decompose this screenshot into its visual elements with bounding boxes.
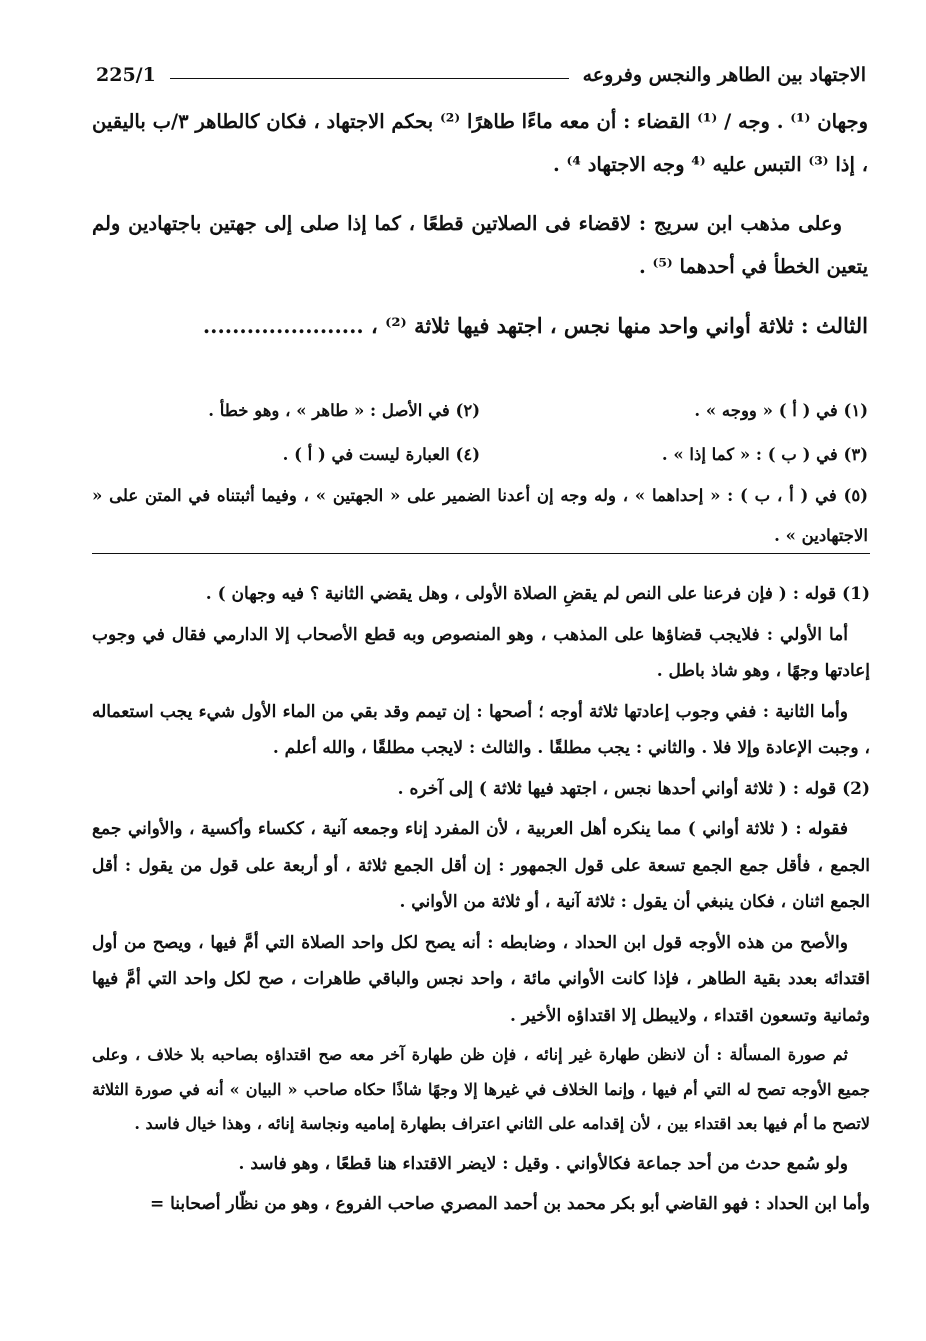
header-rule: [170, 78, 569, 79]
footnote-5: (٥) في ( أ ، ب ) : « إحداهما » ، وله وجه إن أعدنا الضمير على « الجهتين » ، وفيما أثبتناه في المتن على « الاجتهادين » .: [92, 486, 868, 545]
commentary-paragraph: أما الأولي : فلايجب قضاؤها على المذهب ، وهو المنصوص وبه قطع الأصحاب إلا الدارمي فقال في وجوب إعادتها وجهًا ، وهو شاذ باطل .: [92, 624, 870, 681]
commentary-paragraph: فقوله : ( ثلاثة أواني ) مما ينكره أهل العربية ، لأن المفرد إناء وجمعه آنية ، ككساء وأكسية ، والأواني جمع الجمع ، فأقل جمع الجمع تسعة على قول الجمهور : إن أقل الجمع ثلاثة ، أو أربعة على قول من يقول : أقل الجمع اثنان ، فكان ينبغي أن يقول : ثلاثة آنية ، أو ثلاثة من الأواني .: [92, 819, 870, 912]
footnote-1: (١) في ( أ ) « ووجه » .: [694, 400, 868, 420]
chapter-title: الاجتهاد بين الطاهر والنجس وفروعه: [582, 64, 866, 86]
commentary-paragraph: وأما الثانية : ففي وجوب إعادتها ثلاثة أوجه ؛ أصحها : إن تيمم وقد بقي من الماء الأول شيء يجب استعماله ، وجبت الإعادة وإلا فلا . والثاني : يجب مطلقًا . والثالث : لايجب مطلقًا ، والله أعلم .: [92, 701, 870, 758]
footnote-row: [92, 388, 868, 432]
page-number: 225/1: [96, 64, 156, 86]
section-heading: [92, 304, 868, 348]
commentary-note-1: (1) قوله : ( فإن فرعنا على النص لم يقضِ الصلاة الأولى ، وهل يقضي الثانية ؟ فيه وجهان ) .: [205, 584, 870, 604]
footnote-2: (٢) في الأصل : « طاهر » ، وهو خطأ .: [208, 400, 480, 420]
commentary-paragraph: ولو سُمع حدث من أحد جماعة فكالأواني . وقيل : لايضر الاقتداء هنا قطعًا ، وهو فاسد .: [238, 1153, 848, 1174]
footnote-3: (٣) في ( ب ) : « كما إذا » .: [661, 444, 868, 464]
main-paragraph-1: وجهان ⁽¹⁾ . وجه / ⁽¹⁾ القضاء : أن معه ماءًا طاهرًا ⁽²⁾ بحكم الاجتهاد ، فكان كالطاهر ٣/ب باليقين ، إذا ⁽³⁾ التبس عليه ⁽⁴ وجه الاجتهاد ⁴⁾ .: [92, 110, 868, 176]
commentary: [92, 576, 870, 1223]
section-heading-text: : ثلاثة أواني واحد منها نجس ، اجتهد فيها ثلاثة ⁽²⁾ ، ......................: [202, 313, 816, 338]
section-heading-label: الثالث: [816, 313, 868, 338]
footnote-4: (٤) العبارة ليست في ( أ ) .: [282, 444, 480, 464]
footnotes: [92, 388, 868, 556]
commentary-paragraph: ثم صورة المسألة : أن لانظن طهارة غير إنائه ، فإن ظن طهارة آخر معه صح اقتداؤه بصاحبه بلا خلاف ، وعلى جميع الأوجه تصح له التي أم فيها ، وإنما الخلاف في غيرها إلا وجهًا شاذًا حكاه صاحب « البيان » أنه في صورة الثلاثة لاتصح ما أم فيها بعد اقتداء بين ، لأن إقدامه على الثاني اعتراف بطهارة إماميه ونجاسة إنائه ، وهذا خيال فاسد .: [92, 1045, 870, 1133]
main-text: [92, 100, 868, 348]
commentary-note-2: (2) قوله : ( ثلاثة أواني أحدها نجس ، اجتهد فيها ثلاثة ) إلى آخره .: [397, 778, 870, 799]
footnote-divider: [92, 553, 870, 554]
commentary-paragraph: والأصح من هذه الأوجه قول ابن الحداد ، وضابطه : أنه يصح لكل واحد الصلاة التي أمَّ فيها ، ويصح من أول اقتدائه بعدد بقية الطاهر ، فإذا كانت الأواني مائة ، واحد نجس والباقي طاهرات ، صح لكل واحد التي أمَّ فيها وثمانية وتسعون اقتداء ، ولايبطل إلا اقتداؤه الأخير .: [92, 932, 870, 1026]
running-header: [96, 52, 866, 86]
main-paragraph-2: وعلى مذهب ابن سريج : لاقضاء فى الصلاتين قطعًا ، كما إذا صلى إلى جهتين باجتهادين ولم يتعين الخطأ في أحدهما ⁽⁵⁾ .: [92, 212, 868, 278]
footnote-row: [92, 432, 868, 476]
commentary-paragraph: وأما ابن الحداد : فهو القاضي أبو بكر محمد بن أحمد المصري صاحب الفروع ، وهو من نظّار أصحابنا =: [149, 1194, 870, 1214]
